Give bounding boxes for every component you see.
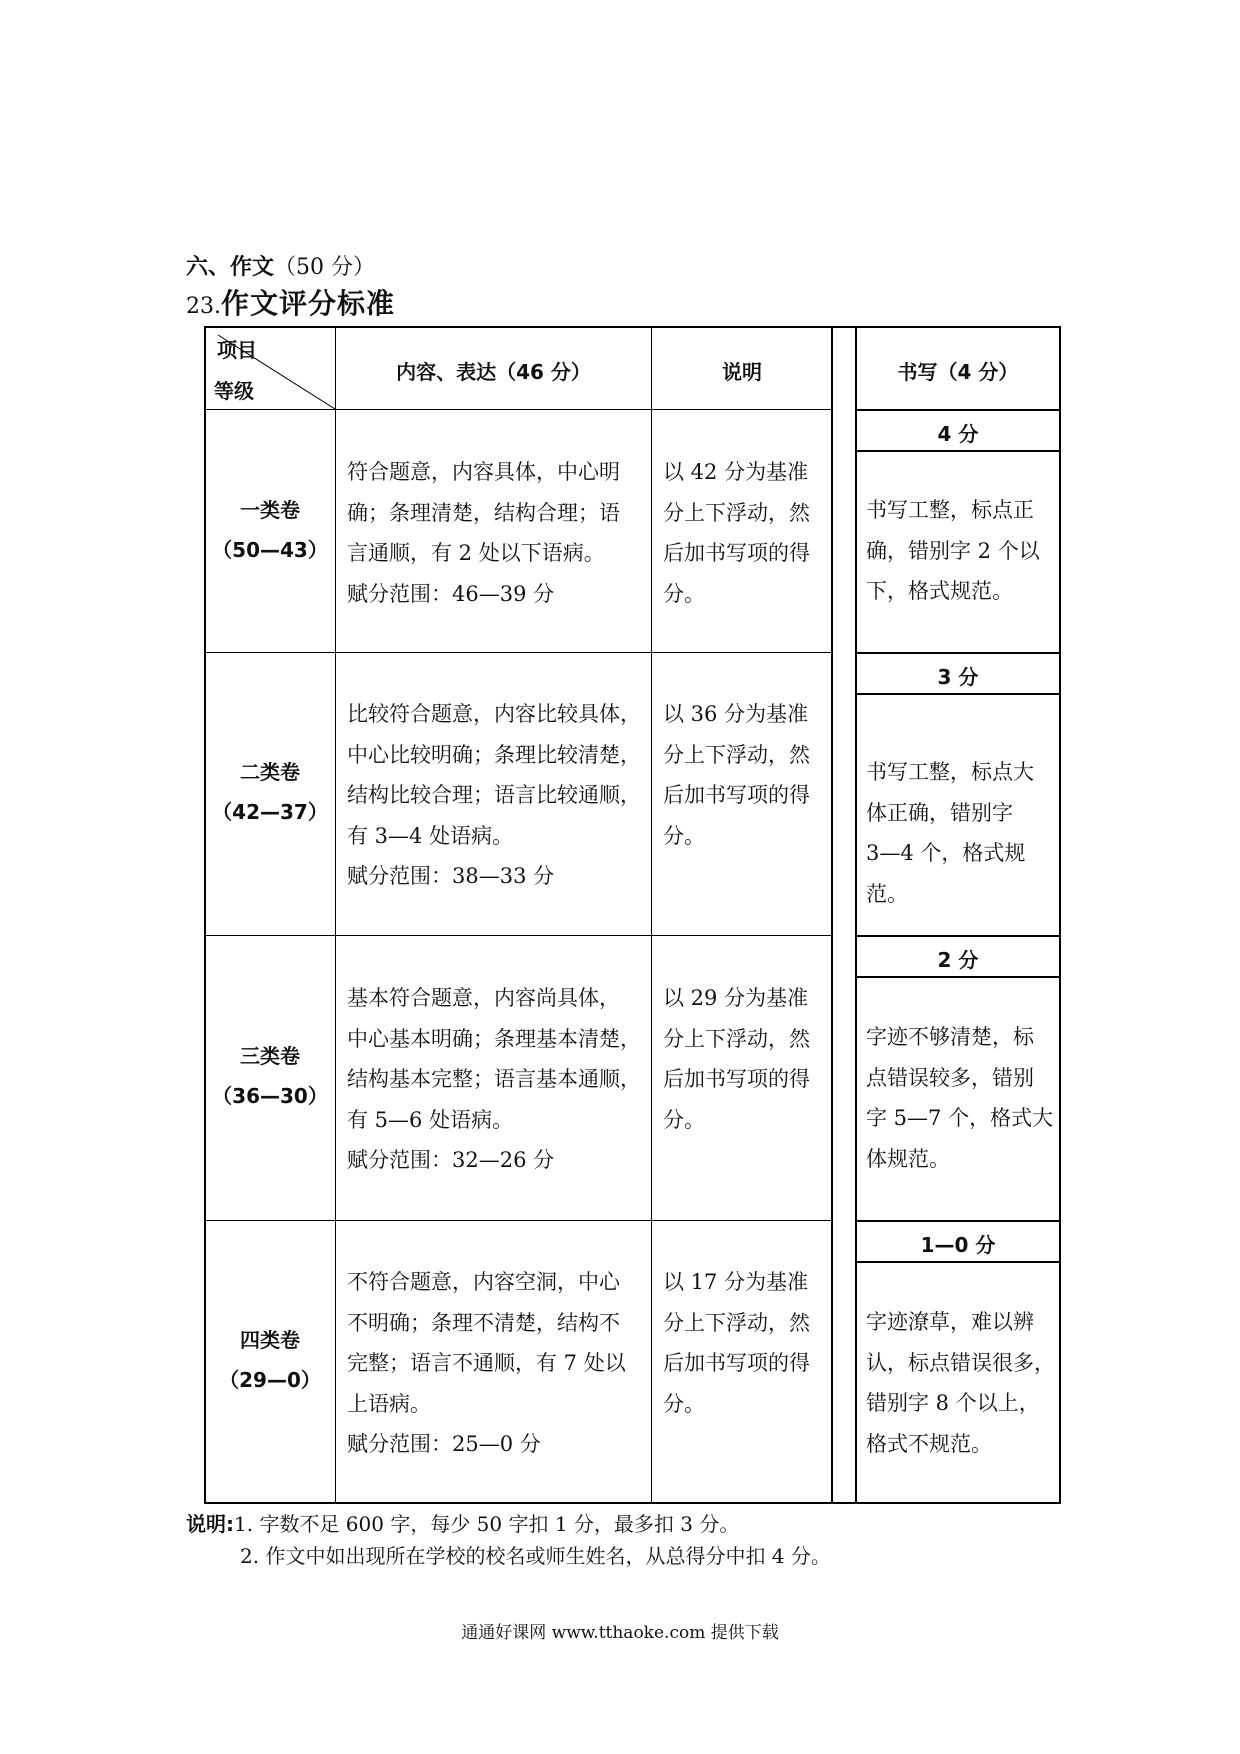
grade-label: 四类卷 （29—0）: [219, 1328, 321, 1392]
page-footer: 通通好课网 www.tthaoke.com 提供下载: [461, 1623, 779, 1643]
content-cell: 比较符合题意，内容比较具体， 中心比较明确；条理比较清楚， 结构比较合理；语言比较通顺， 有 3—4 处语病。 赋分范围：38—33 分: [347, 702, 641, 888]
note-cell: 以 42 分为基准 分上下浮动，然 后加书写项的得 分。: [663, 460, 810, 606]
note-cell: 以 17 分为基准 分上下浮动，然 后加书写项的得 分。: [663, 1270, 810, 1416]
header-note: 说明: [722, 360, 762, 384]
writing-cell: 字迹不够清楚，标 点错误较多，错别 字 5—7 个，格式大 体规范。: [866, 1025, 1054, 1171]
header-writing: 书写（4 分）: [897, 360, 1019, 384]
writing-cell: 字迹潦草，难以辨 认，标点错误很多， 错别字 8 个以上， 格式不规范。: [866, 1310, 1055, 1456]
grade-label: 一类卷 （50—43）: [212, 498, 328, 562]
section-title: 六、作文（50 分）: [186, 255, 376, 280]
content-cell: 符合题意，内容具体，中心明 确；条理清楚，结构合理；语 言通顺，有 2 处以下语病。 赋分范围：46—39 分: [347, 460, 620, 606]
note-cell: 以 36 分为基准 分上下浮动，然 后加书写项的得 分。: [663, 702, 810, 848]
notes-line-2: 2. 作文中如出现所在学校的校名或师生姓名，从总得分中扣 4 分。: [240, 1544, 831, 1568]
writing-score: 1—0 分: [920, 1233, 996, 1257]
grade-label: 二类卷 （42—37）: [212, 760, 328, 824]
writing-cell: 书写工整，标点大 体正确，错别字 3—4 个，格式规范。: [866, 760, 1034, 906]
writing-cell: 书写工整，标点正 确，错别字 2 个以 下，格式规范。: [866, 498, 1040, 603]
corner-label-bottom: 等级: [214, 379, 254, 403]
writing-score: 3 分: [937, 665, 979, 689]
grade-label: 三类卷 （36—30）: [212, 1044, 328, 1108]
notes-line-1: 说明:1. 字数不足 600 字，每少 50 字扣 1 分，最多扣 3 分。: [186, 1512, 740, 1536]
content-cell: 基本符合题意，内容尚具体， 中心基本明确；条理基本清楚， 结构基本完整；语言基本通顺， 有 5—6 处语病。 赋分范围：32—26 分: [347, 986, 641, 1172]
header-content: 内容、表达（46 分）: [396, 360, 591, 384]
note-cell: 以 29 分为基准 分上下浮动，然 后加书写项的得 分。: [663, 986, 810, 1132]
writing-score: 2 分: [937, 948, 979, 972]
content-cell: 不符合题意，内容空洞，中心 不明确；条理不清楚，结构不 完整；语言不通顺，有 7 处以 上语病。 赋分范围：25—0 分: [347, 1270, 626, 1456]
subsection-title: 23.作文评分标准: [186, 287, 396, 320]
corner-label-top: 项目: [217, 338, 257, 362]
writing-score: 4 分: [937, 422, 979, 446]
